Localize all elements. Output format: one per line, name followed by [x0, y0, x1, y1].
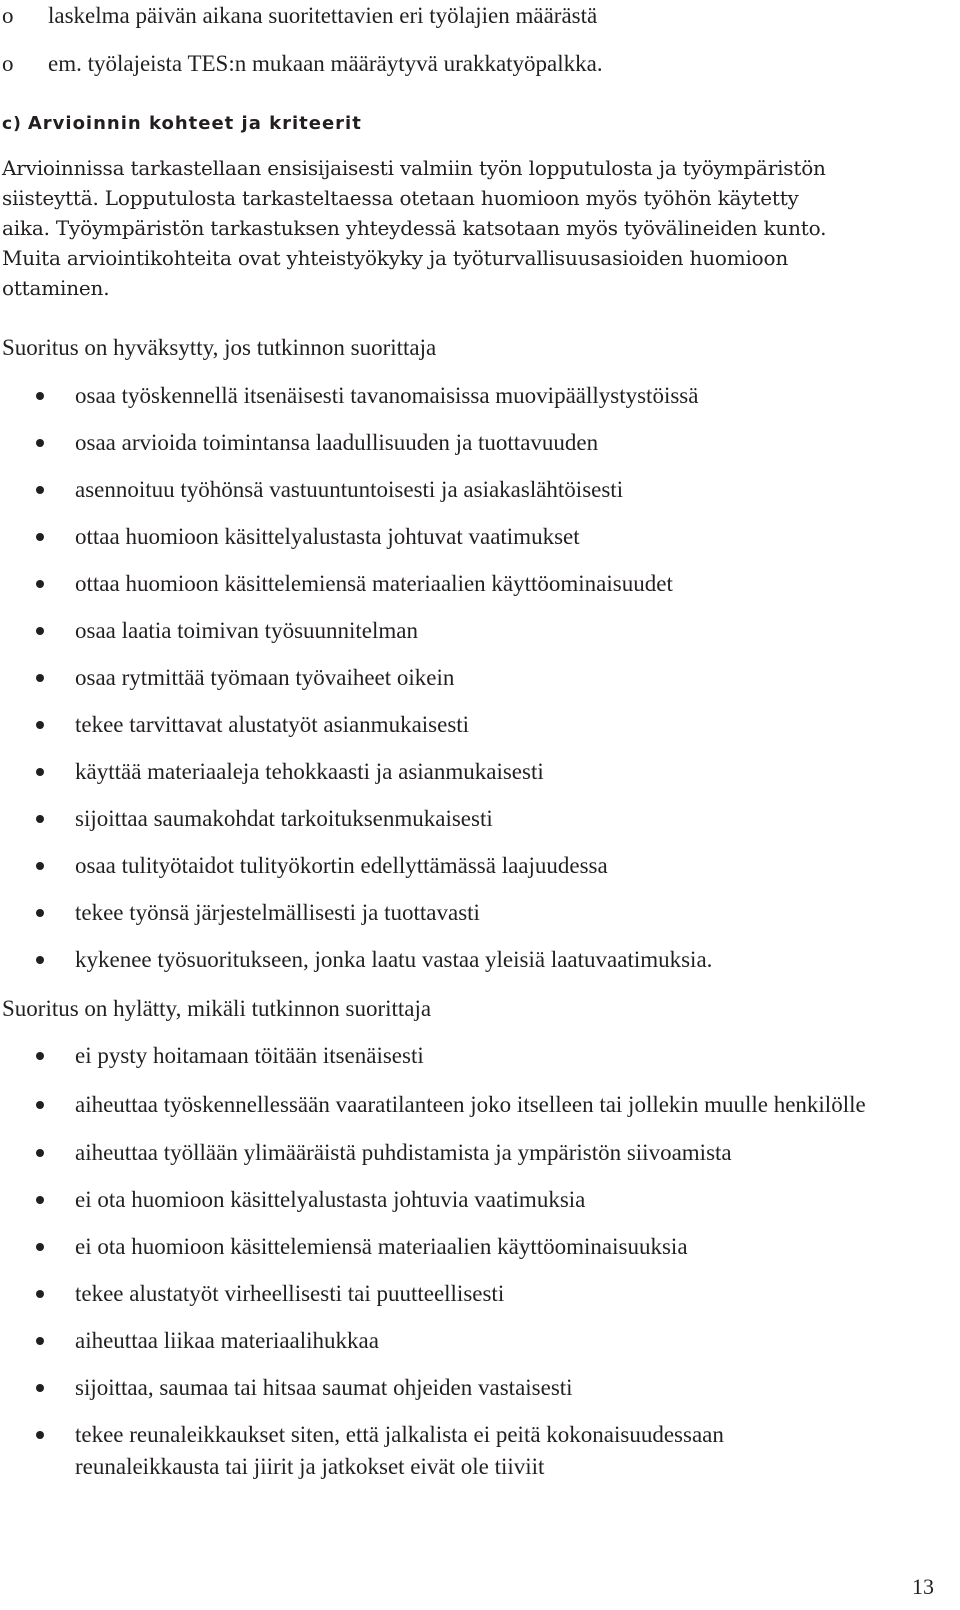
bullet-icon [36, 1149, 44, 1157]
section-title: Arvioinnin kohteet ja kriteerit [27, 113, 362, 134]
section-heading [2, 110, 362, 138]
rejected-intro: Suoritus on hylätty, mikäli tutkinnon suorittaja [2, 996, 432, 1021]
list-item [0, 0, 940, 32]
list-item [0, 427, 940, 459]
bullet-icon [36, 1290, 44, 1298]
criteria-paragraph [2, 153, 892, 303]
list-item [0, 380, 940, 412]
bullet-icon [36, 1101, 44, 1109]
list-item [0, 1231, 940, 1263]
list-item [0, 1372, 940, 1404]
list-item-text: tekee työnsä järjestelmällisesti ja tuottavasti [75, 900, 480, 925]
bullet-icon [36, 768, 44, 776]
bullet-icon [36, 909, 44, 917]
paragraph-line: ottaminen. [2, 276, 110, 300]
bullet-icon [36, 1052, 44, 1060]
list-item-text: osaa tulityötaidot tulityökortin edellyttämässä laajuudessa [75, 853, 608, 878]
section-label: c) [2, 114, 22, 134]
bullet-icon [36, 1196, 44, 1204]
paragraph-line: aika. Työympäristön tarkastuksen yhteydessä katsotaan myös työvälineiden kunto. [2, 216, 827, 240]
rejected-list [0, 1040, 940, 1483]
list-marker: o [2, 51, 14, 76]
list-item-text: osaa arvioida toimintansa laadullisuuden ja tuottavuuden [75, 430, 599, 455]
bullet-icon [36, 956, 44, 964]
bullet-icon [36, 1337, 44, 1345]
accepted-intro: Suoritus on hyväksytty, jos tutkinnon suorittaja [2, 335, 437, 360]
list-item [0, 709, 940, 741]
list-item [0, 756, 940, 788]
bullet-icon [36, 627, 44, 635]
list-item [0, 944, 940, 976]
list-item-text: ottaa huomioon käsittelemiensä materiaalien käyttöominaisuudet [75, 571, 673, 596]
bullet-icon [36, 674, 44, 682]
list-item [0, 1184, 940, 1216]
list-item [0, 615, 940, 647]
list-item [0, 1278, 940, 1310]
list-item [0, 568, 940, 600]
bullet-icon [36, 815, 44, 823]
list-item [0, 521, 940, 553]
list-item [0, 48, 940, 80]
bullet-icon [36, 1431, 44, 1439]
list-item [0, 1089, 940, 1121]
bullet-icon [36, 580, 44, 588]
list-item-text: asennoituu työhönsä vastuuntuntoisesti ja asiakaslähtöisesti [75, 477, 624, 502]
accepted-list [0, 380, 940, 976]
list-item-text: ottaa huomioon käsittelyalustasta johtuvat vaatimukset [75, 524, 580, 549]
list-item [0, 850, 940, 882]
bullet-icon [36, 439, 44, 447]
bullet-icon [36, 1243, 44, 1251]
list-item [0, 662, 940, 694]
list-item-text: käyttää materiaaleja tehokkaasti ja asianmukaisesti [75, 759, 544, 784]
bullet-icon [36, 862, 44, 870]
list-item-text: ei ota huomioon käsittelyalustasta johtuvia vaatimuksia [75, 1187, 586, 1212]
list-item-text: tekee tarvittavat alustatyöt asianmukaisesti [75, 712, 470, 737]
list-item [0, 1325, 940, 1357]
list-item-text: ei pysty hoitamaan töitään itsenäisesti [75, 1043, 424, 1068]
bullet-icon [36, 392, 44, 400]
list-item-text: ei ota huomioon käsittelemiensä materiaalien käyttöominaisuuksia [75, 1234, 688, 1259]
list-item-text: osaa laatia toimivan työsuunnitelman [75, 618, 419, 643]
bullet-icon [36, 486, 44, 494]
list-item [0, 803, 940, 835]
list-item [0, 1419, 940, 1483]
list-marker: o [2, 3, 14, 28]
list-item-text: sijoittaa saumakohdat tarkoituksenmukaisesti [75, 806, 493, 831]
paragraph-line: Muita arviointikohteita ovat yhteistyökyky ja työturvallisuusasioiden huomioon [2, 246, 789, 270]
list-item-text: em. työlajeista TES:n mukaan määräytyvä urakkatyöpalkka. [48, 51, 603, 76]
list-item-text: tekee reunaleikkaukset siten, että jalkalista ei peitä kokonaisuudessaan reunaleikkausta tai jiirit ja jatkokset eivät ole tiiviit [75, 1422, 724, 1479]
list-item [0, 474, 940, 506]
list-item-text: aiheuttaa työskennellessään vaaratilanteen joko itselleen tai jollekin muulle henkilölle [75, 1092, 866, 1117]
list-item-text: aiheuttaa työllään ylimääräistä puhdistamista ja ympäristön siivoamista [75, 1140, 732, 1165]
bullet-icon [36, 721, 44, 729]
list-item [0, 1137, 940, 1169]
list-item [0, 897, 940, 929]
paragraph-line: Arvioinnissa tarkastellaan ensisijaisesti valmiin työn lopputulosta ja työympäristön [2, 156, 826, 180]
list-item [0, 1040, 940, 1072]
page-number: 13 [912, 1574, 934, 1599]
list-item-text: tekee alustatyöt virheellisesti tai puutteellisesti [75, 1281, 505, 1306]
list-item-text: kykenee työsuoritukseen, jonka laatu vastaa yleisiä laatuvaatimuksia. [75, 947, 713, 972]
list-item-text: osaa työskennellä itsenäisesti tavanomaisissa muovipäällystystöissä [75, 383, 699, 408]
top-list [0, 0, 940, 80]
list-item-text: laskelma päivän aikana suoritettavien eri työlajien määrästä [48, 3, 598, 28]
bullet-icon [36, 533, 44, 541]
bullet-icon [36, 1384, 44, 1392]
list-item-text: aiheuttaa liikaa materiaalihukkaa [75, 1328, 379, 1353]
paragraph-line: siisteyttä. Lopputulosta tarkasteltaessa otetaan huomioon myös työhön käytetty [2, 186, 799, 210]
list-item-text: osaa rytmittää työmaan työvaiheet oikein [75, 665, 455, 690]
list-item-text: sijoittaa, saumaa tai hitsaa saumat ohjeiden vastaisesti [75, 1375, 573, 1400]
